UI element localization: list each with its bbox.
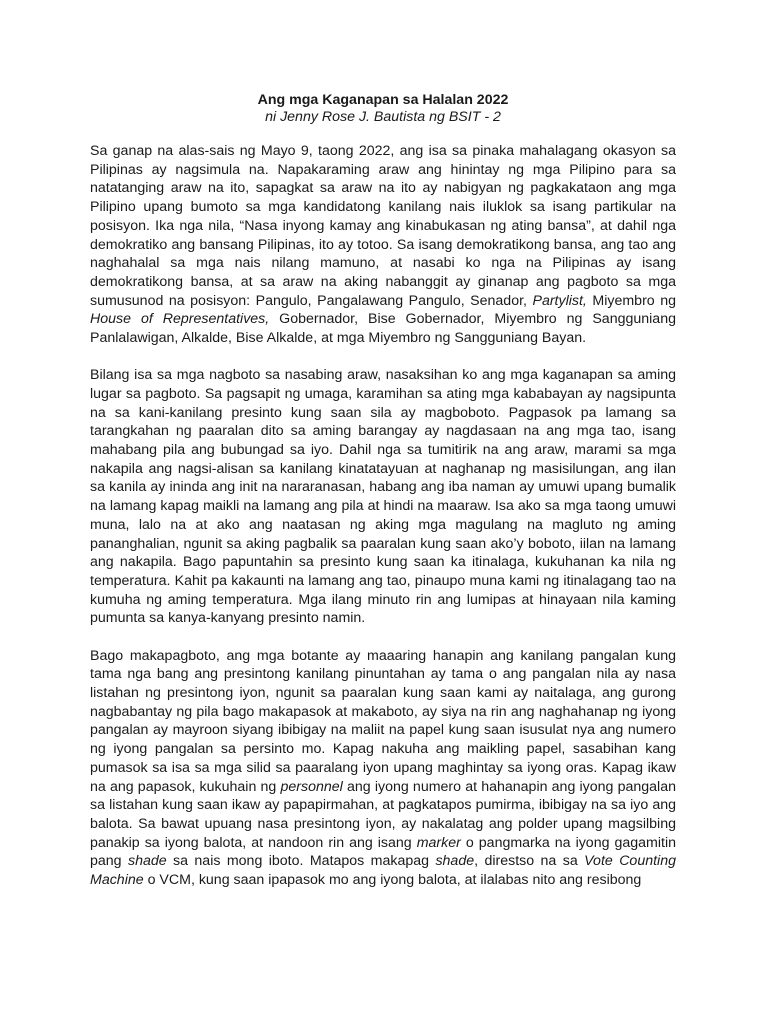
paragraph-text: , direstso na sa — [474, 853, 585, 870]
body-paragraph — [90, 142, 676, 348]
paragraph-text: sa nais mong iboto. Matapos makapag — [166, 853, 436, 870]
italic-text: Partylist, — [532, 292, 587, 309]
paragraph-text: Gobernador, Bise Gobernador, Miyembro ng Sangguniang Panlalawigan, Alkalde, Bise Alkalde, at mga Miyembro ng Sangguniang Bayan. — [90, 311, 676, 347]
italic-text: shade — [127, 853, 167, 870]
document-author: ni Jenny Rose J. Bautista ng BSIT - 2 — [265, 109, 501, 125]
italic-text: Vote Counting Machine — [90, 853, 676, 889]
paragraph-text: Miyembro ng — [586, 292, 676, 309]
paragraph-text: Bilang isa sa mga nagboto sa nasabing araw, nasaksihan ko ang mga kaganapan sa aming lugar sa pagboto. Sa pagsapit ng umaga, karamihan sa ating mga kababayan ay nagsipunta na sa kani-kanilang presinto kung saan sila ay magboboto. Pagpasok pa lamang sa tarangkahan ng paaralan dito sa aming barangay ay nagdasaan na ang mga tao, isang mahabang pila ang bubungad sa iyo. Dahil nga sa tumitirik na ang araw, marami sa mga nakapila ang nagsi-alisan sa kanilang kinatatayuan at naghanap ng masisilungan, ang ilan sa kanila ay ininda ang init na nararanasan, habang ang iba naman ay umuwi upang bumalik na lamang kapag maikli na lamang ang pila at hindi na maaraw. Isa ako sa mga taong umuwi muna, lalo na at ako ang naatasan ng aking mga magulang na magluto ng aming pananghalian, ngunit sa aking pagbalik sa paaralan kung saan ako’y boboto, iilan na lamang ang nakapila. Bago papuntahin sa presinto kung saan ka itinalaga, kukuhanan ka nila ng temperatura. Kahit pa kakaunti na lamang ang tao, pinaupo muna kami ng itinalagang tao na kumuha ng aming temperatura. Mga ilang minuto rin ang lumipas at hinayaan nila kaming pumunta sa kanya-kanyang presinto namin. — [90, 367, 676, 627]
paragraph-text: o VCM, kung saan ipapasok mo ang iyong balota, at ilalabas nito ang resibong — [143, 872, 642, 889]
italic-text: shade — [435, 853, 475, 870]
italic-text: House of Representatives, — [90, 311, 270, 328]
document-title: Ang mga Kaganapan sa Halalan 2022 — [257, 92, 509, 108]
document-body — [90, 142, 676, 890]
italic-text: personnel — [280, 778, 343, 795]
paragraph-text: Sa ganap na alas-sais ng Mayo 9, taong 2022, ang isa sa pinaka mahalagang okasyon sa Pilipinas ay nagsimula na. Napakaraming araw ang hinintay ng mga Pilipino para sa natatanging araw na ito, sapagkat sa araw na ito ay nabigyan ng pagkakataon ang mga Pilipino upang bumoto sa mga kandidatong kanilang nais iluklok sa isang partikular na posisyon. Ika nga nila, “Nasa inyong kamay ang kinabukasan ng ating bansa”, at dahil nga demokratiko ang bansang Pilipinas, ito ay totoo. Sa isang demokratikong bansa, ang tao ang naghahalal sa mga nais nilang mamuno, at nasabi ko nga na Pilipinas ay isang demokratikong bansa, at sa araw na aking nabanggit ay ginanap ang pagboto sa mga sumusunod na posisyon: Pangulo, Pangalawang Pangulo, Senador, — [90, 143, 676, 309]
paragraph-text: Bago makapagboto, ang mga botante ay maaaring hanapin ang kanilang pangalan kung tama nga bang ang presintong kanilang pinuntahan ay tama o ang pangalan nila ay nasa listahan ng presintong iyon, ngunit sa paaralan kung saan kami ay naitalaga, ang gurong nagbabantay ng pila bago makapasok at makaboto, ay siya na rin ang naghahanap ng iyong pangalan ay mayroon siyang ibibigay na maliit na papel kung saan isusulat nya ang numero ng iyong pangalan sa persinto mo. Kapag nakuha ang maikling papel, sasabihan kang pumasok sa isa sa mga silid sa paaralang iyon upang maghintay sa iyong oras. Kapag ikaw na ang papasok, kukuhain ng — [90, 647, 676, 795]
body-paragraph — [90, 366, 676, 628]
body-paragraph — [90, 647, 676, 890]
document-page — [90, 92, 676, 908]
paragraph-text: ang iyong numero at hahanapin ang iyong pangalan sa listahan kung saan ikaw ay papapirmahan, at pagkatapos pumirma, ibibigay na sa iyo ang balota. Sa bawat upuang nasa presintong iyon, ay nakalatag ang polder upang magsilbing panakip sa iyong balota, at nandoon rin ang isang — [90, 778, 676, 851]
paragraph-text: o pangmarka na iyong gagamitin pang — [90, 834, 677, 870]
italic-text: marker — [416, 834, 461, 851]
